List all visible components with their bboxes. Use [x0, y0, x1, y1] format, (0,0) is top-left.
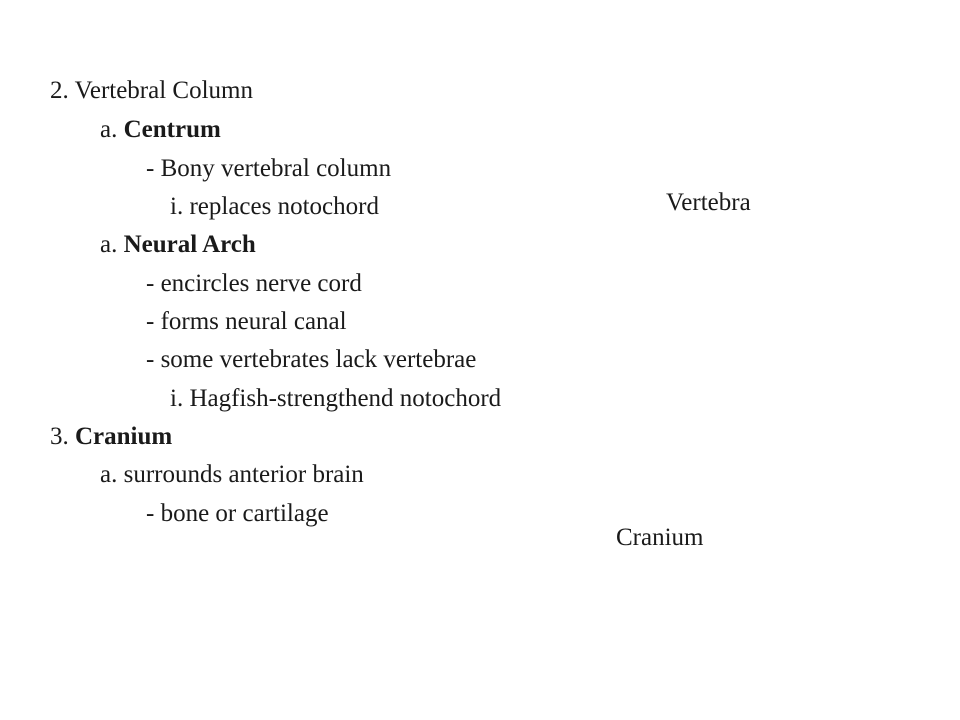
subitem-surrounds-brain: a. surrounds anterior brain: [100, 461, 364, 488]
figure-label-cranium: Cranium: [616, 524, 704, 551]
item-number: 2.: [50, 77, 75, 104]
item-title: Vertebral Column: [74, 77, 253, 104]
bullet-encircles-nerve-cord: - encircles nerve cord: [146, 270, 362, 297]
subitem-letter: a.: [100, 116, 124, 143]
outline-item-vertebral-column: [50, 78, 253, 103]
subitem-title: Neural Arch: [123, 231, 256, 258]
bullet-bone-or-cartilage: - bone or cartilage: [146, 500, 329, 527]
subitem-letter: a.: [100, 231, 124, 258]
outline-item-cranium: [50, 424, 172, 449]
bullet-forms-neural-canal: - forms neural canal: [146, 308, 347, 335]
item-number: 3.: [50, 423, 75, 450]
subpoint-replaces-notochord: i. replaces notochord: [170, 193, 379, 220]
item-title: Cranium: [75, 423, 173, 450]
outline-subitem-centrum: [100, 117, 221, 142]
bullet-bony-vertebral-column: - Bony vertebral column: [146, 155, 392, 182]
figure-label-vertebra: Vertebra: [666, 189, 751, 216]
bullet-lack-vertebrae: - some vertebrates lack vertebrae: [146, 346, 477, 373]
subitem-title: Centrum: [123, 116, 221, 143]
subpoint-hagfish: i. Hagfish-strengthend notochord: [170, 385, 502, 412]
outline-subitem-neural-arch: [100, 232, 256, 257]
